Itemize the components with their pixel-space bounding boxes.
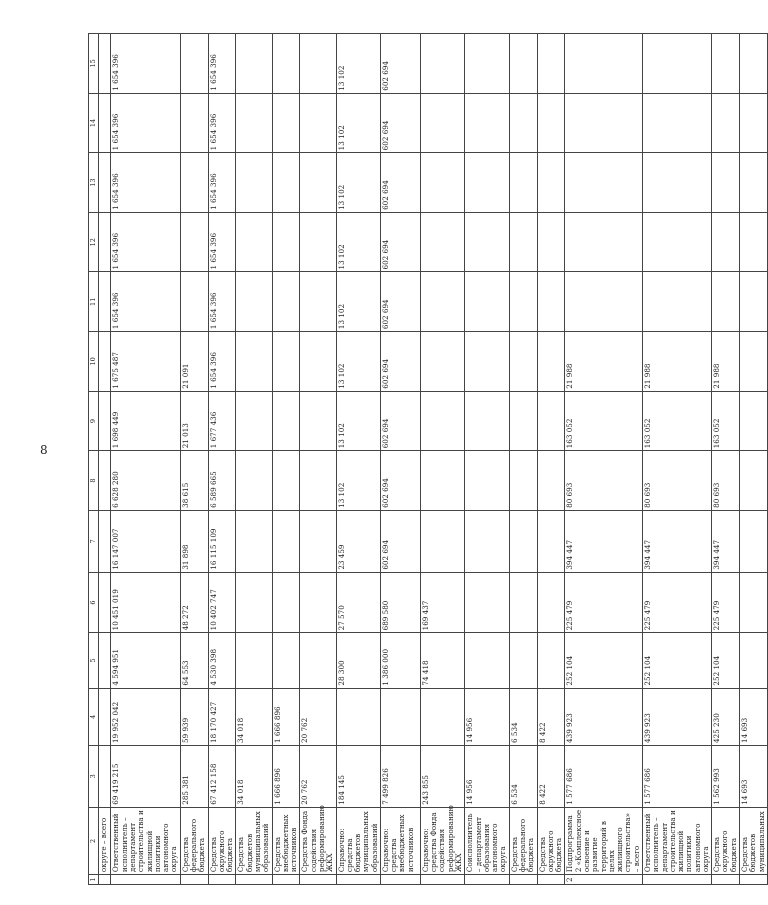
value-cell [420, 510, 464, 572]
row-number-cell [272, 875, 300, 885]
value-cell [712, 34, 740, 94]
value-cell: 8 422 [537, 688, 565, 745]
value-cell: 10 451 019 [111, 572, 180, 633]
value-cell [180, 34, 208, 94]
value-cell: 602 694 [380, 332, 420, 392]
budget-table [88, 33, 768, 885]
row-number-cell [208, 875, 236, 885]
value-cell [236, 572, 272, 633]
value-cell: 1 666 896 [272, 688, 300, 745]
value-cell [180, 153, 208, 213]
value-cell [336, 688, 380, 745]
value-cell [509, 510, 537, 572]
value-cell [272, 272, 300, 332]
value-cell: 19 952 042 [111, 688, 180, 745]
value-cell [537, 572, 565, 633]
value-cell [272, 34, 300, 94]
value-cell [300, 93, 336, 153]
value-cell: 1 654 396 [208, 93, 236, 153]
value-cell [99, 212, 111, 272]
value-cell [300, 633, 336, 688]
value-cell [236, 34, 272, 94]
value-cell [420, 332, 464, 392]
value-cell [272, 451, 300, 511]
value-cell [180, 272, 208, 332]
value-cell [420, 451, 464, 511]
value-cell [509, 34, 537, 94]
value-cell [509, 212, 537, 272]
value-cell: 6 534 [509, 688, 537, 745]
value-cell: 602 694 [380, 451, 420, 511]
value-cell [509, 391, 537, 451]
value-cell [420, 688, 464, 745]
value-cell: 67 412 158 [208, 745, 236, 807]
value-cell: 6 589 665 [208, 451, 236, 511]
table-row [420, 34, 464, 885]
value-cell [272, 510, 300, 572]
value-cell: 31 898 [180, 510, 208, 572]
value-cell: 34 018 [236, 745, 272, 807]
value-cell [236, 391, 272, 451]
table-rotation-wrapper [88, 33, 766, 885]
value-cell [272, 391, 300, 451]
value-cell [99, 93, 111, 153]
value-cell: 18 170 427 [208, 688, 236, 745]
row-number-cell [740, 875, 768, 885]
row-label-cell: Средства бюджетов муниципальных [740, 807, 768, 874]
value-cell: 13 102 [336, 34, 380, 94]
value-cell [642, 153, 711, 213]
row-number-cell [111, 875, 180, 885]
value-cell: 13 102 [336, 332, 380, 392]
value-cell: 13 102 [336, 153, 380, 213]
value-cell: 394 447 [712, 510, 740, 572]
value-cell [537, 451, 565, 511]
row-number-cell [380, 875, 420, 885]
value-cell [236, 153, 272, 213]
value-cell: 21 988 [565, 332, 643, 392]
value-cell: 602 694 [380, 510, 420, 572]
value-cell: 59 939 [180, 688, 208, 745]
value-cell: 21 091 [180, 332, 208, 392]
row-number-cell [336, 875, 380, 885]
value-cell: 21 988 [712, 332, 740, 392]
value-cell [740, 332, 768, 392]
value-cell: 285 381 [180, 745, 208, 807]
value-cell [300, 572, 336, 633]
value-cell [537, 272, 565, 332]
value-cell [236, 93, 272, 153]
value-cell: 1 675 487 [111, 332, 180, 392]
value-cell [99, 153, 111, 213]
value-cell [740, 272, 768, 332]
column-number-row [89, 34, 99, 885]
table-row [740, 34, 768, 885]
value-cell [537, 153, 565, 213]
value-cell [712, 153, 740, 213]
value-cell [420, 34, 464, 94]
row-number-cell [509, 875, 537, 885]
value-cell: 602 694 [380, 93, 420, 153]
value-cell [420, 212, 464, 272]
value-cell: 69 419 215 [111, 745, 180, 807]
value-cell: 23 459 [336, 510, 380, 572]
value-cell [465, 212, 509, 272]
value-cell: 4 530 398 [208, 633, 236, 688]
value-cell [236, 510, 272, 572]
value-cell: 252 104 [642, 633, 711, 688]
row-number-cell [712, 875, 740, 885]
row-label-cell: Средства окружного бюджета [208, 807, 236, 874]
column-number: 15 [89, 34, 99, 94]
value-cell: 27 570 [336, 572, 380, 633]
value-cell: 13 102 [336, 272, 380, 332]
value-cell: 7 499 826 [380, 745, 420, 807]
value-cell [99, 272, 111, 332]
value-cell [236, 332, 272, 392]
value-cell [300, 212, 336, 272]
value-cell: 439 923 [565, 688, 643, 745]
value-cell: 13 102 [336, 391, 380, 451]
value-cell [565, 153, 643, 213]
value-cell [465, 633, 509, 688]
value-cell: 14 693 [740, 688, 768, 745]
value-cell: 1 654 396 [208, 34, 236, 94]
value-cell [465, 34, 509, 94]
row-number-cell: 2 [565, 875, 643, 885]
value-cell: 439 923 [642, 688, 711, 745]
value-cell: 1 698 449 [111, 391, 180, 451]
value-cell [740, 93, 768, 153]
value-cell: 14 956 [465, 688, 509, 745]
value-cell: 602 694 [380, 153, 420, 213]
column-number: 4 [89, 688, 99, 745]
value-cell: 252 104 [565, 633, 643, 688]
value-cell [537, 34, 565, 94]
value-cell: 1 577 686 [642, 745, 711, 807]
value-cell: 1 654 396 [208, 212, 236, 272]
value-cell: 602 694 [380, 34, 420, 94]
value-cell: 1 562 993 [712, 745, 740, 807]
value-cell [712, 212, 740, 272]
value-cell [642, 93, 711, 153]
row-label-cell: Средства окружного бюджета [537, 807, 565, 874]
table-row [380, 34, 420, 885]
value-cell [300, 153, 336, 213]
column-number: 6 [89, 572, 99, 633]
value-cell: 1 654 396 [111, 153, 180, 213]
table-row [236, 34, 272, 885]
row-number-cell [420, 875, 464, 885]
row-label-cell: Ответственный исполнитель – департамент строительства и жилищной политики автономного округа [642, 807, 711, 874]
value-cell [565, 212, 643, 272]
value-cell [509, 633, 537, 688]
value-cell [509, 93, 537, 153]
value-cell [236, 212, 272, 272]
value-cell [740, 34, 768, 94]
value-cell: 4 594 951 [111, 633, 180, 688]
table-row [111, 34, 180, 885]
row-label-cell: Средства федерального бюджета [509, 807, 537, 874]
row-label-cell: Подпрограмма 2 «Комплексное освоение и развитие территорий в целях жилищного строительства» – всего [565, 807, 643, 874]
value-cell: 1 386 000 [380, 633, 420, 688]
value-cell: 243 855 [420, 745, 464, 807]
value-cell [300, 272, 336, 332]
value-cell: 21 988 [642, 332, 711, 392]
value-cell: 64 553 [180, 633, 208, 688]
value-cell: 1 577 686 [565, 745, 643, 807]
value-cell [465, 93, 509, 153]
value-cell [99, 332, 111, 392]
value-cell [712, 93, 740, 153]
value-cell [99, 633, 111, 688]
value-cell [465, 391, 509, 451]
value-cell: 16 115 109 [208, 510, 236, 572]
value-cell [380, 688, 420, 745]
value-cell [740, 633, 768, 688]
value-cell [465, 332, 509, 392]
value-cell [642, 272, 711, 332]
value-cell [642, 212, 711, 272]
table-row [712, 34, 740, 885]
value-cell: 1 654 396 [208, 272, 236, 332]
value-cell: 13 102 [336, 212, 380, 272]
table-row [180, 34, 208, 885]
column-number: 13 [89, 153, 99, 213]
value-cell [537, 332, 565, 392]
value-cell: 602 694 [380, 272, 420, 332]
value-cell: 13 102 [336, 451, 380, 511]
value-cell [272, 332, 300, 392]
value-cell [537, 633, 565, 688]
value-cell: 425 230 [712, 688, 740, 745]
value-cell: 252 104 [712, 633, 740, 688]
row-label-cell: Справочно: средства бюджетов муниципальных образований [336, 807, 380, 874]
value-cell [740, 212, 768, 272]
value-cell [712, 272, 740, 332]
value-cell [99, 510, 111, 572]
value-cell [272, 212, 300, 272]
value-cell: 1 654 396 [111, 272, 180, 332]
value-cell: 169 437 [420, 572, 464, 633]
table-row [208, 34, 236, 885]
column-number: 2 [89, 807, 99, 874]
column-number: 11 [89, 272, 99, 332]
value-cell: 163 052 [712, 391, 740, 451]
value-cell [272, 93, 300, 153]
value-cell: 80 693 [565, 451, 643, 511]
table-row [300, 34, 336, 885]
column-number: 3 [89, 745, 99, 807]
table-row [642, 34, 711, 885]
value-cell [420, 153, 464, 213]
value-cell: 394 447 [565, 510, 643, 572]
value-cell [740, 451, 768, 511]
table-row [565, 34, 643, 885]
row-label-cell: Средства Фонда содействия реформированию ЖКХ [300, 807, 336, 874]
value-cell: 48 272 [180, 572, 208, 633]
value-cell [565, 93, 643, 153]
value-cell: 1 654 396 [111, 93, 180, 153]
value-cell: 34 018 [236, 688, 272, 745]
value-cell: 14 693 [740, 745, 768, 807]
value-cell [180, 212, 208, 272]
value-cell: 1 654 396 [208, 153, 236, 213]
table-row [509, 34, 537, 885]
value-cell: 13 102 [336, 93, 380, 153]
row-number-cell [537, 875, 565, 885]
value-cell: 602 694 [380, 212, 420, 272]
value-cell [509, 272, 537, 332]
value-cell [272, 633, 300, 688]
value-cell [99, 391, 111, 451]
table-row [465, 34, 509, 885]
value-cell [300, 451, 336, 511]
value-cell: 8 422 [537, 745, 565, 807]
value-cell [99, 745, 111, 807]
value-cell [420, 391, 464, 451]
value-cell [740, 153, 768, 213]
value-cell: 689 580 [380, 572, 420, 633]
table-row [537, 34, 565, 885]
value-cell: 1 677 436 [208, 391, 236, 451]
row-label-cell: Справочно: средства внебюджетных источников [380, 807, 420, 874]
row-label-cell: Средства внебюджетных источников [272, 807, 300, 874]
value-cell: 184 145 [336, 745, 380, 807]
value-cell [236, 451, 272, 511]
value-cell [300, 332, 336, 392]
row-label-cell: Средства окружного бюджета [712, 807, 740, 874]
row-label-cell: Средства бюджетов муниципальных образований [236, 807, 272, 874]
value-cell [537, 93, 565, 153]
table-row [99, 34, 111, 885]
value-cell: 80 693 [712, 451, 740, 511]
value-cell: 225 479 [642, 572, 711, 633]
value-cell [740, 572, 768, 633]
column-number: 1 [89, 875, 99, 885]
value-cell [642, 34, 711, 94]
row-number-cell [465, 875, 509, 885]
column-number: 7 [89, 510, 99, 572]
value-cell: 6 628 280 [111, 451, 180, 511]
column-number: 8 [89, 451, 99, 511]
value-cell [509, 153, 537, 213]
value-cell [537, 212, 565, 272]
value-cell [740, 391, 768, 451]
row-label-cell: округе – всего [99, 807, 111, 874]
value-cell: 28 300 [336, 633, 380, 688]
value-cell [509, 451, 537, 511]
value-cell [465, 153, 509, 213]
value-cell [180, 93, 208, 153]
value-cell [300, 391, 336, 451]
column-number: 9 [89, 391, 99, 451]
value-cell [537, 510, 565, 572]
value-cell: 38 615 [180, 451, 208, 511]
value-cell [565, 272, 643, 332]
value-cell [236, 633, 272, 688]
value-cell [272, 572, 300, 633]
table-row [272, 34, 300, 885]
column-number: 14 [89, 93, 99, 153]
value-cell [272, 153, 300, 213]
value-cell: 1 654 396 [111, 34, 180, 94]
value-cell [236, 272, 272, 332]
value-cell [537, 391, 565, 451]
value-cell [565, 34, 643, 94]
value-cell [465, 451, 509, 511]
value-cell: 80 693 [642, 451, 711, 511]
page-number: 8 [40, 443, 48, 457]
value-cell [99, 572, 111, 633]
value-cell [740, 510, 768, 572]
value-cell: 1 666 896 [272, 745, 300, 807]
value-cell: 10 402 747 [208, 572, 236, 633]
value-cell [465, 272, 509, 332]
value-cell [465, 572, 509, 633]
row-label-cell: Ответственный исполнитель – департамент строительства и жилищной политики автономного округа [111, 807, 180, 874]
row-label-cell: Средства федерального бюджета [180, 807, 208, 874]
value-cell [99, 688, 111, 745]
value-cell: 1 654 396 [208, 332, 236, 392]
value-cell [99, 451, 111, 511]
value-cell: 163 052 [565, 391, 643, 451]
value-cell [300, 34, 336, 94]
value-cell [465, 510, 509, 572]
value-cell: 14 956 [465, 745, 509, 807]
column-number: 10 [89, 332, 99, 392]
value-cell: 74 418 [420, 633, 464, 688]
value-cell [420, 93, 464, 153]
column-number: 5 [89, 633, 99, 688]
value-cell [509, 572, 537, 633]
row-number-cell [642, 875, 711, 885]
value-cell [509, 332, 537, 392]
value-cell: 163 052 [642, 391, 711, 451]
rotated-table-area [88, 33, 766, 885]
value-cell: 394 447 [642, 510, 711, 572]
value-cell: 20 762 [300, 688, 336, 745]
value-cell [300, 510, 336, 572]
value-cell: 225 479 [565, 572, 643, 633]
value-cell: 21 013 [180, 391, 208, 451]
value-cell: 16 147 007 [111, 510, 180, 572]
row-label-cell: Соисполнитель – департамент образования автономного округа [465, 807, 509, 874]
value-cell [420, 272, 464, 332]
row-number-cell [99, 875, 111, 885]
value-cell: 20 762 [300, 745, 336, 807]
value-cell: 602 694 [380, 391, 420, 451]
value-cell: 225 479 [712, 572, 740, 633]
value-cell: 6 534 [509, 745, 537, 807]
row-number-cell [300, 875, 336, 885]
row-number-cell [236, 875, 272, 885]
value-cell: 1 654 396 [111, 212, 180, 272]
value-cell [99, 34, 111, 94]
column-number: 12 [89, 212, 99, 272]
table-row [336, 34, 380, 885]
row-number-cell [180, 875, 208, 885]
row-label-cell: Справочно: средства Фонда содействия реформированию ЖКХ [420, 807, 464, 874]
